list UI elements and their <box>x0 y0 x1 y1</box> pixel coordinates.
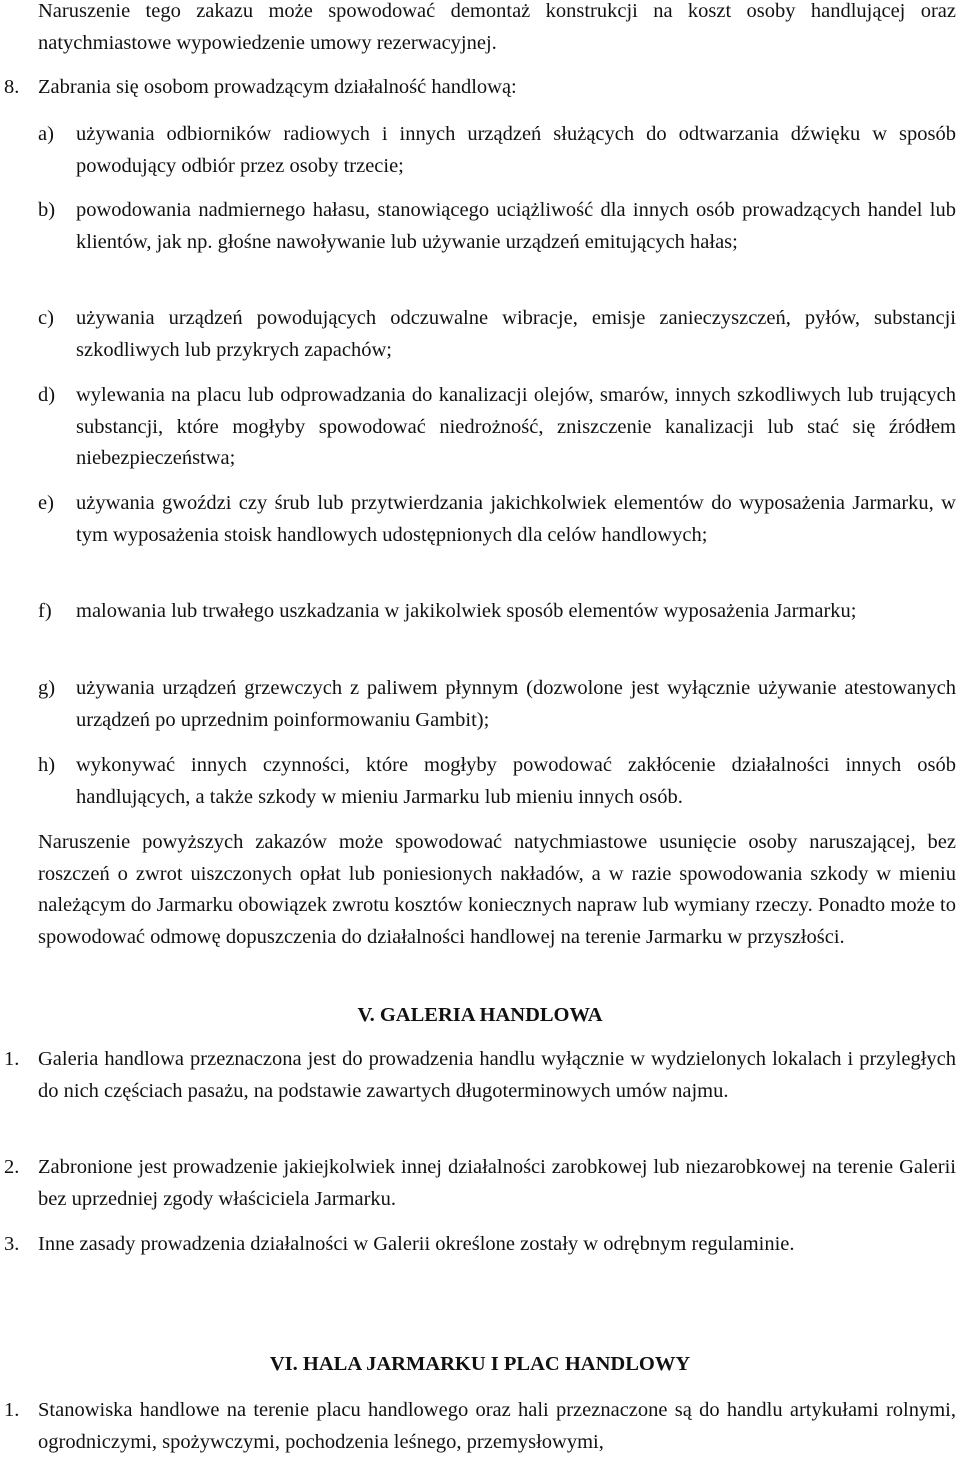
section-6-title: VI. HALA JARMARKU I PLAC HANDLOWY <box>269 1353 691 1375</box>
point-label: 1. <box>4 1399 20 1421</box>
point-label: 8. <box>4 76 20 98</box>
item-label: b) <box>38 199 56 221</box>
point-text: Zabronione jest prowadzenie jakiejkolwiek innej działalności zarobkowej lub niezarobkowej na terenie Galerii bez uprzedniej zgody właściciela Jarmarku. <box>38 1156 956 1210</box>
item-text: używania urządzeń powodujących odczuwalne wibracje, emisje zanieczyszczeń, pyłów, substancji szkodliwych lub przykrych zapachów; <box>76 307 956 361</box>
item-label: e) <box>38 492 54 514</box>
intro-paragraph: Naruszenie tego zakazu może spowodować demontaż konstrukcji na koszt osoby handlującej oraz natychmiastowe wypowiedzenie umowy rezerwacyjnej. <box>38 0 956 54</box>
item-text: używania urządzeń grzewczych z paliwem płynnym (dozwolone jest wyłącznie używanie atestowanych urządzeń po uprzednim poinformowaniu Gambit); <box>76 677 956 731</box>
item-label: a) <box>38 123 54 145</box>
point-text: Stanowiska handlowe na terenie placu handlowego oraz hali przeznaczone są do handlu artykułami rolnymi, ogrodniczymi, spożywczymi, pochodzenia leśnego, przemysłowymi, <box>38 1399 956 1453</box>
item-label: f) <box>38 600 52 622</box>
point-label: 3. <box>4 1233 20 1255</box>
point-text: Inne zasady prowadzenia działalności w Galerii określone zostały w odrębnym regulaminie. <box>38 1233 795 1255</box>
item-text: używania odbiorników radiowych i innych urządzeń służących do odtwarzania dźwięku w sposób powodujący odbiór przez osoby trzecie; <box>76 123 956 177</box>
point-label: 2. <box>4 1156 20 1178</box>
item-label: d) <box>38 384 56 406</box>
violation-paragraph: Naruszenie powyższych zakazów może spowodować natychmiastowe usunięcie osoby naruszającej, bez roszczeń o zwrot uiszczonych opłat lub poniesionych nakładów, a w razie spowodowania szkody w mieniu należącym do Jarmarku obowiązek zwrotu kosztów koniecznych napraw lub wymiany rzeczy. Ponadto może to spowodować odmowę dopuszczenia do działalności handlowej na terenie Jarmarku w przyszłości. <box>38 831 956 948</box>
item-text: używania gwoździ czy śrub lub przytwierdzania jakichkolwiek elementów do wyposażenia Jarmarku, w tym wyposażenia stoisk handlowych udostępnionych dla celów handlowych; <box>76 492 956 546</box>
item-text: wylewania na placu lub odprowadzania do kanalizacji olejów, smarów, innych szkodliwych lub trujących substancji, które mogłyby spowodować niedrożność, zniszczenie kanalizacji lub stać się źródłem niebezpieczeństwa; <box>76 384 956 469</box>
point-label: 1. <box>4 1048 20 1070</box>
section-5-title: V. GALERIA HANDLOWA <box>357 1004 603 1026</box>
item-text: wykonywać innych czynności, które mogłyby powodować zakłócenie działalności innych osób handlujących, a także szkody w mieniu Jarmarku lub mieniu innych osób. <box>76 754 956 808</box>
item-text: malowania lub trwałego uszkadzania w jakikolwiek sposób elementów wyposażenia Jarmarku; <box>76 600 857 622</box>
item-label: h) <box>38 754 56 776</box>
point-text: Zabrania się osobom prowadzącym działalność handlową: <box>38 76 517 98</box>
item-label: g) <box>38 677 56 699</box>
item-text: powodowania nadmiernego hałasu, stanowiącego uciążliwość dla innych osób prowadzących handel lub klientów, jak np. głośne nawoływanie lub używanie urządzeń emitujących hałas; <box>76 199 956 253</box>
point-text: Galeria handlowa przeznaczona jest do prowadzenia handlu wyłącznie w wydzielonych lokalach i przyległych do nich częściach pasażu, na podstawie zawartych długoterminowych umów najmu. <box>38 1048 956 1102</box>
item-label: c) <box>38 307 54 329</box>
